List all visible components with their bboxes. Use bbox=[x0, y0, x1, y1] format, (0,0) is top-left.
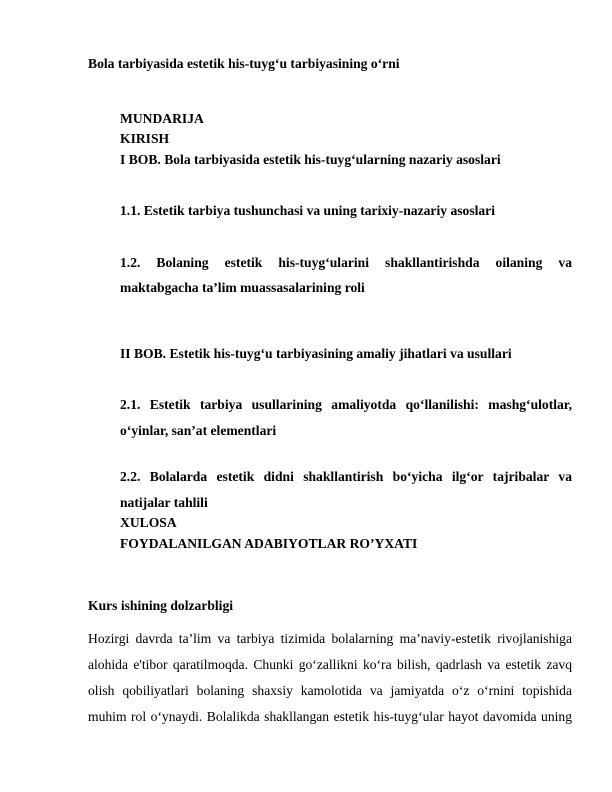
toc-item-section-2-2-line-1: 2.2. Bolalarda estetik didni shakllantirish bo‘yicha ilg‘or tajribalar va bbox=[120, 469, 572, 484]
toc-item-section-2-1-line-1: 2.1. Estetik tarbiya usullarining amaliyotda qo‘llanilishi: mashg‘ulotlar, bbox=[120, 397, 572, 412]
document-title: Bola tarbiyasida estetik his-tuyg‘u tarbiyasining o‘rni bbox=[88, 56, 400, 71]
toc-item-chapter-1: I BOB. Bola tarbiyasida estetik his-tuyg‘ularning nazariy asoslari bbox=[120, 152, 501, 167]
toc-item-section-2-1-line-2: o‘yinlar, san’at elementlari bbox=[120, 423, 277, 438]
section-paragraph bbox=[88, 631, 572, 725]
toc-item-references: FOYDALANILGAN ADABIYOTLAR RO’YXATI bbox=[120, 536, 418, 551]
paragraph-line: muhim rol o‘ynaydi. Bolalikda shakllangan estetik his-tuyg‘ular hayot davomida uning bbox=[88, 709, 572, 724]
paragraph-line: Hozirgi davrda ta’lim va tarbiya tizimida bolalarning ma’naviy-estetik rivojlanishiga bbox=[88, 631, 572, 646]
toc-item-chapter-2: II BOB. Estetik his-tuyg‘u tarbiyasining amaliy jihatlari va usullari bbox=[120, 346, 512, 361]
toc-item-section-2-2-line-2: natijalar tahlili bbox=[120, 495, 208, 510]
toc-heading: MUNDARIJA bbox=[120, 111, 204, 126]
toc-item-section-1-2-line-1: 1.2. Bolaning estetik his-tuyg‘ularini shakllantirishda oilaning va bbox=[120, 255, 572, 270]
paragraph-line: alohida e'tibor qaratilmoqda. Chunki go‘zallikni ko‘ra bilish, qadrlash va estetik zavq bbox=[88, 657, 572, 672]
toc-item-intro: KIRISH bbox=[120, 131, 170, 146]
toc-item-section-1-1: 1.1. Estetik tarbiya tushunchasi va uning tarixiy-nazariy asoslari bbox=[120, 203, 495, 218]
toc-item-section-1-2-line-2: maktabgacha ta’lim muassasalarining roli bbox=[120, 280, 365, 295]
section-heading: Kurs ishining dolzarbligi bbox=[88, 598, 234, 613]
paragraph-line: olish qobiliyatlari bolaning shaxsiy kamolotida va jamiyatda o‘z o‘rnini topishida bbox=[88, 683, 572, 698]
toc-item-conclusion: XULOSA bbox=[120, 515, 177, 530]
